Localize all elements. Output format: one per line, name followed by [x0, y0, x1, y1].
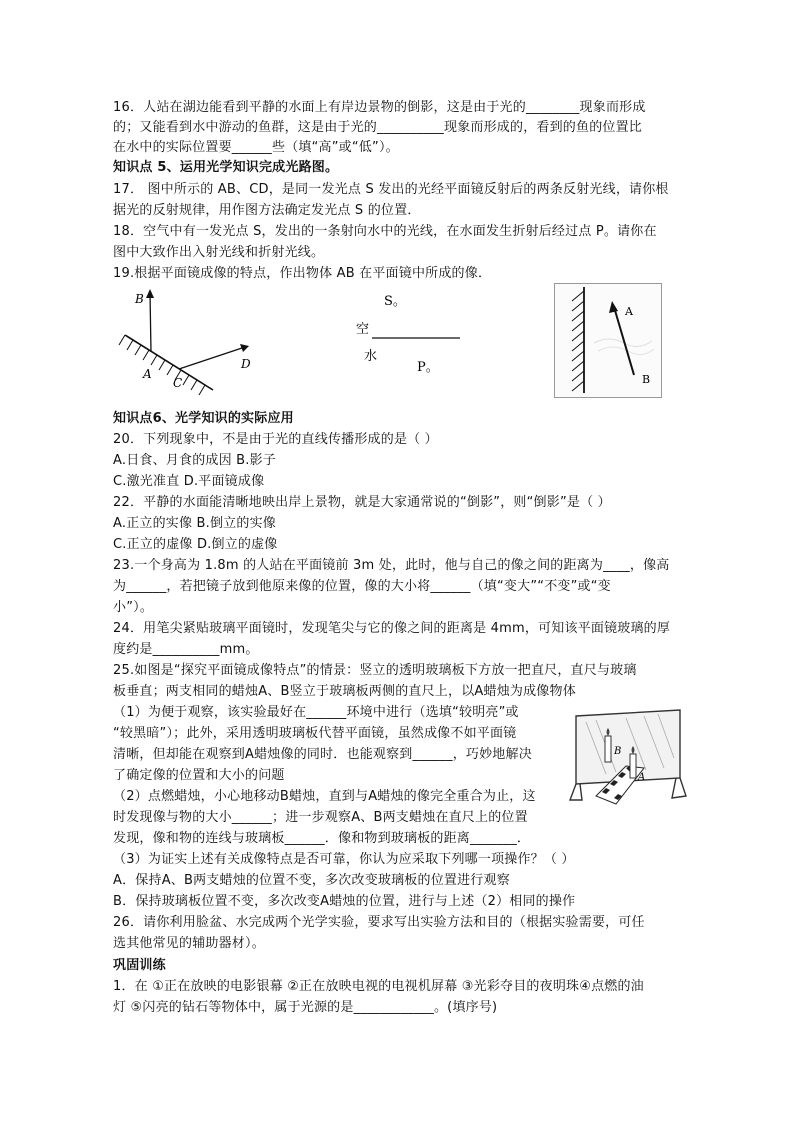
text-line: 17． 图中所示的 AB、CD，是同一发光点 S 发出的光经平面镜反射后的两条反射光线，请你根 — [113, 182, 669, 197]
label-s: S。 — [384, 294, 406, 309]
text-line: 19.根据平面镜成像的特点，作出物体 AB 在平面镜中所成的像． — [113, 266, 492, 281]
text-line: 图中大致作出入射光线和折射光线。 — [113, 245, 325, 260]
label-b: B — [135, 292, 144, 306]
option-line: C.激光准直 D.平面镜成像 — [113, 474, 265, 489]
text-line: 在水中的实际位置要______些（填“高”或“低”）。 — [113, 140, 399, 155]
ray-ab — [150, 293, 151, 352]
question-text: “较黑暗”）；此外，采用透明玻璃板代替平面镜，虽然成像不如平面镜 — [113, 726, 517, 741]
question-text: 23.一个身高为 1.8m 的人站在平面镜前 3m 处，此时，他与自己的像之间的距离为____，像高 — [113, 558, 670, 573]
question-text: 了确定像的位置和大小的问题 — [113, 768, 285, 783]
question-text: （3）为证实上述有关成像特点是否可靠，你认为应采取下列哪一项操作？（ ） — [113, 852, 575, 867]
figure-25-glass-plate-experiment — [566, 708, 690, 808]
section-heading: 知识点6、光学知识的实际应用 — [113, 411, 294, 426]
question-text: （2）点燃蜡烛，小心地移动B蜡烛，直到与A蜡烛的像完全重合为止，这 — [113, 789, 536, 804]
label-a: A — [625, 305, 633, 318]
label-c: C — [173, 376, 183, 390]
question-text: 为______，若把镜子放到他原来像的位置，像的大小将______（填“变大”“不变”或“变 — [113, 579, 611, 594]
figure-19-plane-mirror — [554, 283, 662, 398]
text-line: 的；又能看到水中游动的鱼群，这是由于光的__________现象而形成的，看到的鱼的位置比 — [113, 120, 643, 135]
question-text: 选其他常见的辅助器材）。 — [113, 936, 265, 951]
option-line: A．保持A、B两支蜡烛的位置不变，多次改变玻璃板的位置进行观察 — [113, 873, 510, 888]
section-heading: 巩固训练 — [113, 958, 166, 973]
label-air: 空 — [356, 322, 370, 337]
question-text: 清晰，但却能在观察到A蜡烛像的同时．也能观察到______，巧妙地解决 — [113, 747, 532, 762]
ray-cd — [179, 347, 245, 369]
question-text: 度约是__________mm。 — [113, 642, 259, 657]
arrow-head-b — [146, 289, 154, 298]
label-a: A — [143, 367, 152, 381]
text-line: 16．人站在湖边能看到平静的水面上有岸边景物的倒影，这是由于光的________现象而形成 — [113, 100, 646, 115]
stand-left — [570, 784, 582, 800]
label-b: B — [642, 373, 651, 386]
label-p: P。 — [417, 360, 439, 375]
figure-18-refraction — [350, 285, 480, 380]
text-line: 18．空气中有一发光点 S，发出的一条射向水中的光线，在水面发生折射后经过点 P。请你在 — [113, 224, 657, 239]
question-text: 灯 ⑤闪亮的钻石等物体中，属于光源的是____________。(填序号) — [113, 1000, 498, 1015]
question-text: 25.如图是“探究平面镜成像特点”的情景：竖立的透明玻璃板下方放一把直尺，直尺与玻璃 — [113, 663, 637, 678]
option-line: A.日食、月食的成因 B.影子 — [113, 453, 276, 468]
label-water: 水 — [364, 349, 378, 364]
candle-b — [605, 736, 611, 762]
question-text: 24．用笔尖紧贴玻璃平面镜时，发现笔尖与它的像之间的距离是 4mm，可知该平面镜玻璃的厚 — [113, 621, 671, 636]
candle-a — [630, 754, 636, 778]
option-line: C.正立的虚像 D.倒立的虚像 — [113, 537, 278, 552]
question-text: 22．平静的水面能清晰地映出岸上景物，就是大家通常说的“倒影”，则“倒影”是（ ） — [113, 495, 611, 510]
label-b: B — [614, 746, 622, 757]
label-a: A — [638, 772, 646, 783]
question-text: 20．下列现象中，不是由于光的直线传播形成的是（ ） — [113, 432, 438, 447]
question-text: 小”）。 — [113, 600, 154, 615]
option-line: A.正立的实像 B.倒立的实像 — [113, 516, 276, 531]
question-text: 发现，像和物的连线与玻璃板______．像和物到玻璃板的距离_______． — [113, 831, 531, 846]
section-heading: 知识点 5、运用光学知识完成光路图。 — [113, 160, 339, 175]
stand-right — [672, 778, 686, 798]
question-text: 1．在 ①正在放映的电影银幕 ②正在放映电视的电视机屏幕 ③光彩夺目的夜明珠④点燃的油 — [113, 979, 644, 994]
figure-17-mirror-reflection — [113, 285, 263, 397]
label-d: D — [241, 357, 251, 371]
question-text: （1）为便于观察，该实验最好在______环境中进行（选填“较明亮”或 — [113, 705, 519, 720]
text-line: 据光的反射规律，用作图方法确定发光点 S 的位置． — [113, 203, 421, 218]
question-text: 板垂直；两支相同的蜡烛A、B竖立于玻璃板两侧的直尺上，以A蜡烛为成像物体 — [113, 684, 576, 699]
question-text: 时发现像与物的大小______；进一步观察A、B两支蜡烛在直尺上的位置 — [113, 810, 528, 825]
option-line: B．保持玻璃板位置不变，多次改变A蜡烛的位置，进行与上述（2）相同的操作 — [113, 894, 576, 909]
question-text: 26．请你利用脸盆、水完成两个光学实验，要求写出实验方法和目的（根据实验需要，可任 — [113, 915, 645, 930]
